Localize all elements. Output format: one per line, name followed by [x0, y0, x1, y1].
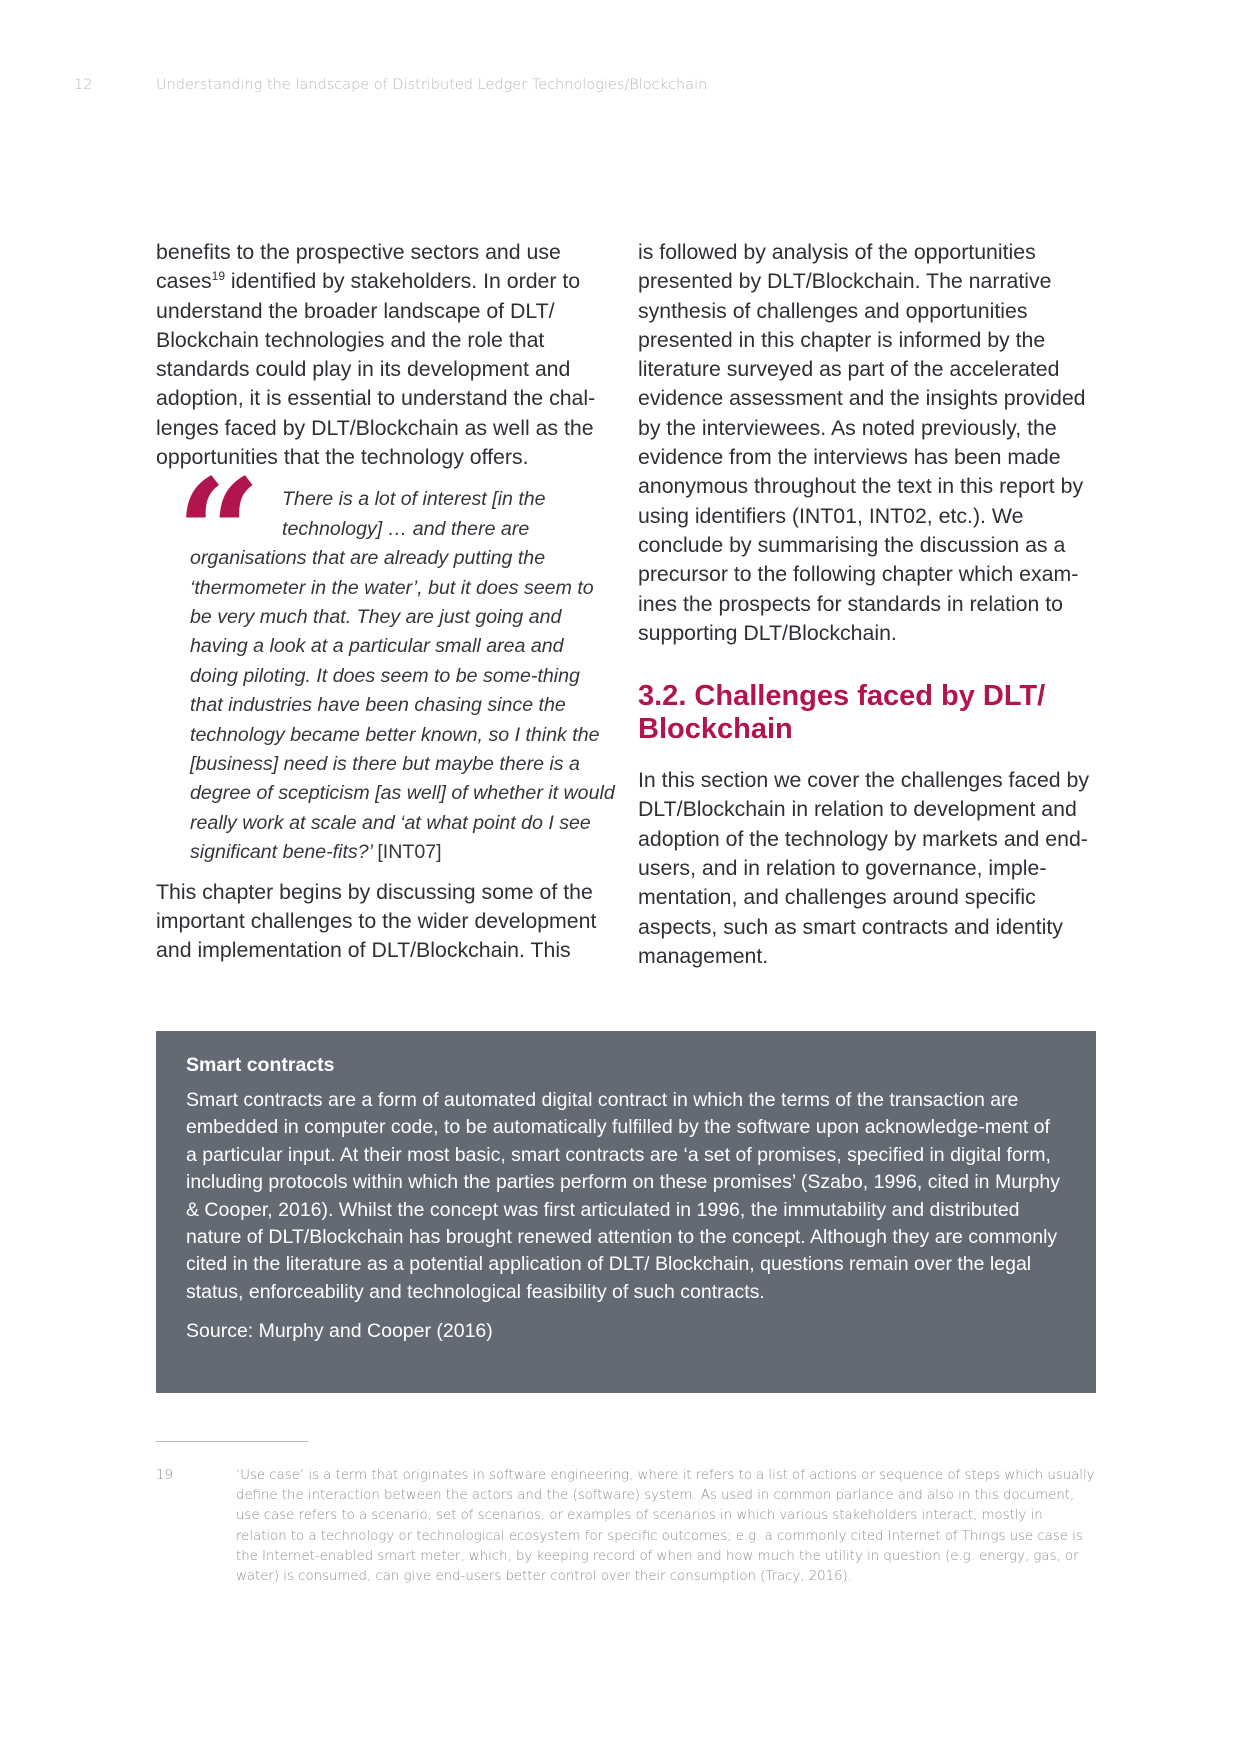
chapter-intro-paragraph: This chapter begins by discussing some of the important challenges to the wider development and implementation of DLT/Blockchain. This: [156, 879, 597, 963]
running-title: Understanding the landscape of Distributed Ledger Technologies/Blockchain: [156, 77, 708, 93]
continued-paragraph: is followed by analysis of the opportunities presented by DLT/Blockchain. The narrative synthesis of challenges and opportunities presented in this chapter is informed by the literature surveyed as part of the accelerated evidence assessment and the insights provided by the interviewees. As noted previously, the evidence from the interviews has been made anonymous throughout the text in this report by using identifiers (INT01, INT02, etc.). We conclude by summarising the discussion as a precursor to the following chapter which exam-ines the prospects for standards in relation to supporting DLT/Blockchain.: [638, 240, 1086, 645]
quote-text: organisations that are already putting the ‘thermometer in the water’, but it does seem to be very much that. They are just going and having a look at a particular small area and doing piloting. It does seem to be some-thing that industries have been chasing since the technology became better known, so I think the [business] need is there but maybe there is a degree of scepticism [as well] of whether it would really work at scale and ‘at what point do I see significant bene-fits?’: [190, 547, 615, 864]
quote-reference: [INT07]: [377, 841, 442, 864]
footnote-reference[interactable]: 19: [211, 269, 225, 284]
section-paragraph: In this section we cover the challenges faced by DLT/Blockchain in relation to development and adoption of the technology by markets and end-users, and in relation to governance, imple-mentation, and challenges around specific aspects, such as smart contracts and identity management.: [638, 768, 1090, 968]
page-number: 12: [74, 77, 93, 93]
footnote: [156, 1466, 1096, 1587]
footnote-text: ‘Use case’ is a term that originates in software engineering, where it refers to a list of actions or sequence of steps which usually define the interaction between the actors and the (software) system. As used in common parlance and also in this document, use case refers to a scenario, set of scenarios, or examples of scenarios in which various stakeholders interact, mostly in relation to a technology or technological ecosystem for specific outcomes; e.g. a commonly cited Internet of Things use case is the Internet-enabled smart meter, which, by keeping record of when and how much the utility in question (e.g. energy, gas, or water) is consumed, can give end-users better control over their consumption (Tracy, 2016).: [236, 1468, 1095, 1585]
opening-quote-icon: “: [176, 446, 262, 621]
box-source: Source: Murphy and Cooper (2016): [186, 1320, 493, 1343]
quote-line-1: There is a lot of interest [in the: [282, 488, 546, 511]
intro-paragraph: benefits to the prospective sectors and use cases$^{19}$ identified by stakeholders. In order to understand the broader landscape of DLT/ Blockchain technologies and the role that standards could play in its development and adoption, it is essential to understand the chal-lenges faced by DLT/Blockchain as well as the opportunities that the technology offers.: [156, 240, 596, 470]
quote-line-2: technology] … and there are: [282, 517, 530, 540]
section-heading: 3.2. Challenges faced by DLT/ Blockchain: [638, 680, 1046, 746]
footnote-divider: [156, 1441, 308, 1442]
box-title: Smart contracts: [186, 1054, 335, 1076]
footnote-number: 19: [156, 1468, 173, 1483]
running-header: [74, 77, 1074, 97]
interview-quote: [176, 446, 616, 867]
left-column: [156, 238, 616, 966]
smart-contracts-box: [156, 1031, 1096, 1393]
box-body: Smart contracts are a form of automated digital contract in which the terms of the transaction are embedded in computer code, to be automatically fulfilled by the software upon acknowledge-ment of a particular input. At their most basic, smart contracts are ‘a set of promises, specified in digital form, including protocols within which the parties perform on these promises’ (Szabo, 1996, cited in Murphy & Cooper, 2016). Whilst the concept was first articulated in 1996, the immutability and distributed nature of DLT/Blockchain has brought renewed attention to the concept. Although they are commonly cited in the literature as a potential application of DLT/ Blockchain, questions remain over the legal status, enforceability and technological feasibility of such contracts.: [186, 1089, 1060, 1303]
right-column: [638, 238, 1100, 971]
